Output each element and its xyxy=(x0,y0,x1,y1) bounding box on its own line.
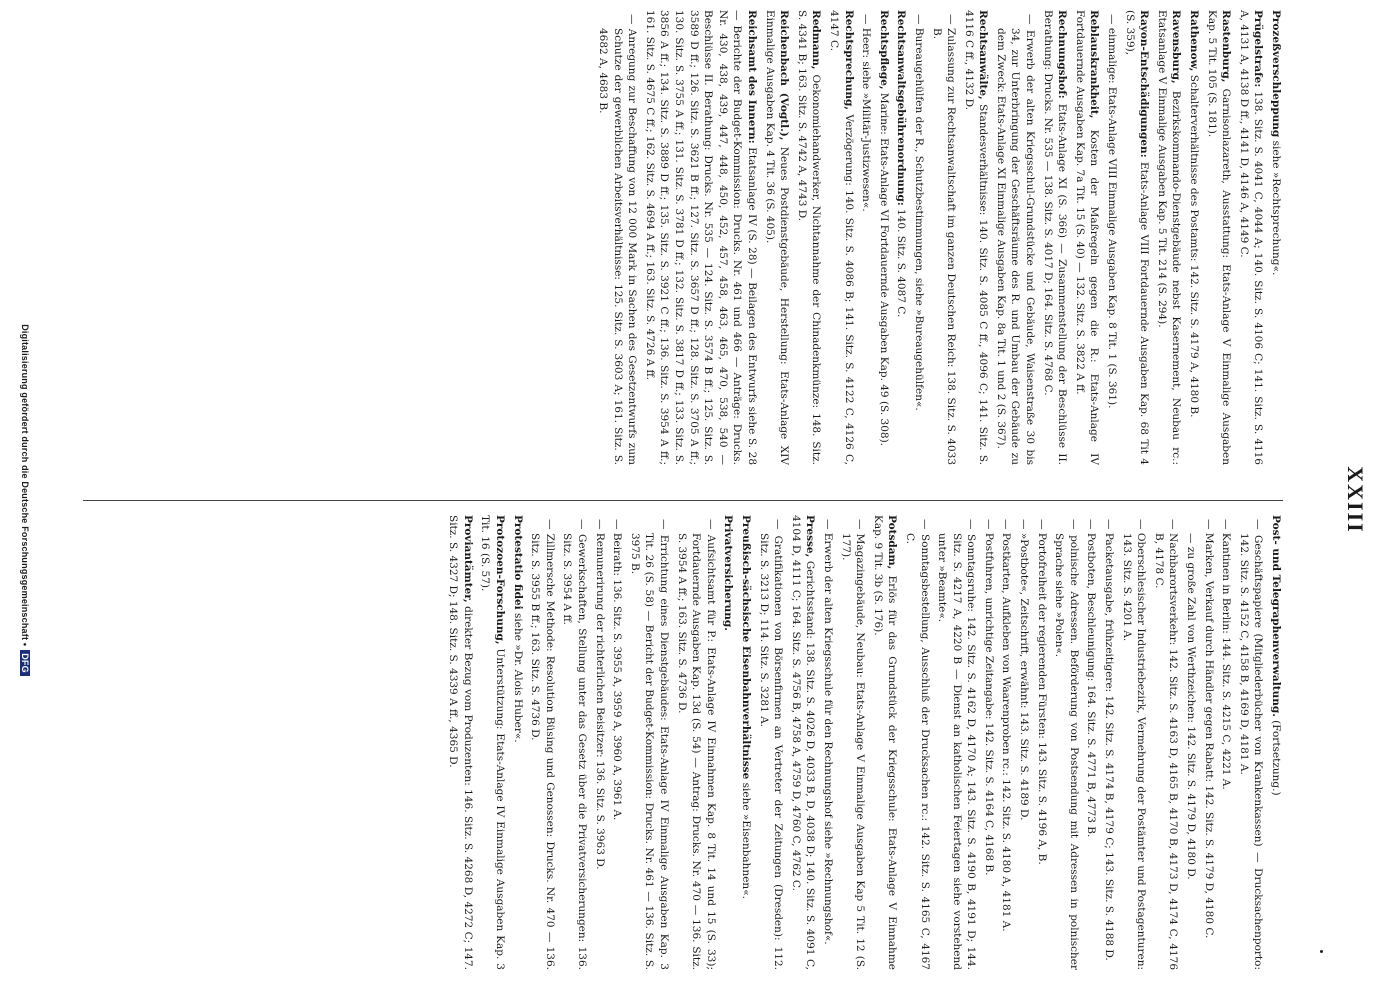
index-entry xyxy=(911,10,926,465)
index-reference-text: einmalige: Etats-Anlage VIII Einmalige Ausgaben Kap. 8 Tit. 1 (S. 361). xyxy=(1106,27,1119,409)
index-reference-text: Heer: siehe »Militär-Justizwesen«. xyxy=(860,27,873,212)
index-entry xyxy=(1034,515,1049,970)
index-entry xyxy=(1236,515,1265,970)
index-reference-text: Neues Postdienstgebäude, Herstellung: Etats-Anlage XIV Einmalige Ausgaben Kap. 4 Tit. 36 (S. 405). xyxy=(763,10,791,465)
index-entry xyxy=(999,515,1014,970)
index-reference-text: Kantinen in Berlin: 144. Sitz. S. 4215 C, 4221 A. xyxy=(1220,532,1233,790)
index-entry xyxy=(1072,10,1101,465)
index-reference-text: Erwerb der alten Kriegsschul-Grundstücke und Gebäude, Waisenstraße 30 bis 34, zur Unterbringung der Geschäftsräume des R. und Umbau der Gebäude zu dem Zweck: Etats-Anlage XI Einmalige Ausgaben Kap. 8a Tit. 1 und 2 (S. 367). xyxy=(994,28,1037,465)
index-reference-text: (Fortsetzung.) xyxy=(1270,716,1282,796)
index-keyword: Rastenburg, xyxy=(1220,10,1233,83)
index-entry xyxy=(560,515,589,970)
index-reference-text: Aufsichtsamt für P.: Etats-Anlage IV Einnahmen Kap. 8 Tit. 14 und 15 (S. 33); Fortdauernde Ausgaben Kap. 13d (S. 54) — Antrag: Drucks. Nr. 470 — 136. Sitz. S. 3954 A ff.; 163. Sitz. S. 4736 D. xyxy=(675,533,717,970)
index-reference-text: Nachbarortsverkehr: 142. Sitz. S. 4163 D, 4165 B, 4170 B, 4173 D, 4174 C, 4176 B, 4178 C. xyxy=(1152,533,1180,970)
index-entry xyxy=(902,515,931,970)
index-reference-text: Verzögerung: 140. Sitz. S. 4086 B; 141. Sitz. S. 4122 C, 4126 C, 4147 C. xyxy=(827,10,855,465)
index-entry xyxy=(981,515,996,970)
index-entry xyxy=(1052,515,1081,970)
index-reference-text: polnische Adressen. Beförderung von Postsendung mit Adressen in polnischer Sprache siehe »Polen«. xyxy=(1053,533,1080,970)
index-reference-text: siehe »Dr. Alois Huber«. xyxy=(511,609,524,743)
index-reference-text: Magazingebäude, Neubau: Etats-Anlage V Einmalige Ausgaben Kap 5 Tit. 12 (S. 177). xyxy=(839,533,867,970)
index-reference-text: Errichtung eines Dienstgebäudes: Etats-Anlage IV Einmalige Ausgaben Kap. 3 Tit. 26 (S. 58) — Bericht der Budget-Kommission: Drucks. Nr. 461 — 136. Sitz. S. 3975 B. xyxy=(628,533,671,970)
index-entry xyxy=(1119,515,1148,970)
index-entry xyxy=(788,515,817,970)
index-entry xyxy=(961,10,990,465)
index-entry xyxy=(478,515,507,970)
index-entry xyxy=(738,515,753,970)
digitization-credit xyxy=(12,0,30,1000)
index-keyword: Rathenow, xyxy=(1188,10,1201,72)
index-reference-text: Packetausgabe, frühzeitigere: 142. Sitz. S. 4174 B, 4179 C; 143. Sitz. S. 4188 D. xyxy=(1103,532,1116,961)
index-entry xyxy=(595,10,639,465)
index-entry xyxy=(870,515,899,970)
index-keyword: Rechtsprechung, xyxy=(842,10,855,111)
index-entry xyxy=(935,515,979,970)
index-reference-text: Postfuhren, unrichtige Zeitangabe: 142. Sitz. S. 4164 C, 4168 B. xyxy=(982,532,995,876)
index-entry xyxy=(1268,10,1283,465)
index-reference-text: Oberschlesischer Industriebezirk, Vermehrung der Postämter und Postagenturen: 143. Sitz. S. 4201 A. xyxy=(1120,532,1148,970)
index-entry xyxy=(528,515,557,970)
index-entry xyxy=(794,10,823,465)
index-entry xyxy=(674,515,718,970)
page-number: XXIII xyxy=(1343,466,1368,534)
index-keyword: Privatversicherung. xyxy=(722,515,735,631)
index-entry xyxy=(929,10,958,465)
index-entry xyxy=(838,515,867,970)
index-keyword: Proviantämter, xyxy=(461,515,474,603)
index-entry xyxy=(1204,10,1233,465)
index-entry xyxy=(1201,515,1216,970)
index-reference-text: Unterstützung: Etats-Anlage IV Einmalige Ausgaben Kap. 3 Tit. 16 (S. 57). xyxy=(479,515,507,970)
index-reference-text: Marine: Etats-Anlage VI Fortdauernde Ausgaben Kap. 49 (S. 308). xyxy=(877,89,890,447)
index-keyword: Redmann, xyxy=(810,10,823,70)
index-keyword: Potsdam, xyxy=(886,515,899,570)
index-reference-text: Etats-Anlage VIII Fortdauernde Ausgaben Kap. 68 Tit 4 (S. 359), xyxy=(1123,10,1151,465)
index-reference-text: Geschäftspapiere (Mitgliederbücher von Krankenkassen) — Drucksachenporto: 142. Sitz. S. 4152 C, 4158 B, 4169 D, 4181 A. xyxy=(1237,533,1265,970)
index-entry xyxy=(762,10,791,465)
index-reference-text: Postboten, Beschleunigung: 164. Sitz. S. 4771 B, 4773 B. xyxy=(1085,532,1098,838)
index-reference-text: Postkarten, Aufkleben von Waarenproben rc.: 142. Sitz. S. 4180 A, 4181 A. xyxy=(1000,532,1013,932)
index-reference-text: Sonntagsruhe: 142. Sitz. S. 4162 D, 4170 A; 143. Sitz. S. 4190 B, 4191 D; 144. Sitz. S. 4217 A, 4220 B — Dienst an katholischen Feiertagen siehe vorstehend unter »Beamte«. xyxy=(936,533,978,970)
index-entry xyxy=(610,515,625,970)
index-keyword: Rechtsanwälte, xyxy=(977,10,990,100)
index-reference-text: Oekonomiehandwerker, Nichtannahme der Chinadenkmünze: 148. Sitz. S. 4341 B; 163. Sitz. S. 4742 A, 4743 D. xyxy=(795,10,823,465)
index-reference-text: Remunerirung der richterlichen Beisitzer: 136. Sitz. S. 3963 D. xyxy=(593,532,606,870)
index-reference-text: Schalterverhältnisse des Postamts: 142. Sitz. S. 4179 A, 4180 B. xyxy=(1188,71,1201,418)
index-entry xyxy=(446,515,475,970)
index-entry xyxy=(820,515,835,970)
index-entry xyxy=(1268,515,1283,970)
index-reference-text: 138. Sitz. S. 4041 C, 4044 A; 140. Sitz. S. 4106 C; 141. Sitz. S. 4116 A, 4131 A, 4138 D ff., 4141 D, 4146 A, 4149 C. xyxy=(1237,10,1265,465)
index-entry xyxy=(1101,515,1116,970)
index-keyword: Rayon-Entschädigungen: xyxy=(1138,10,1151,158)
index-entry xyxy=(510,515,525,970)
index-entry xyxy=(1151,515,1180,970)
index-reference-text: Etats-Anlage XI (S. 366) — Zusammenstellung der Beschlüsse II. Berathung: Drucks. Nr. 535 — 138. Sitz. S. 4017 D; 164. Sitz. S. 4768 C. xyxy=(1041,10,1069,465)
index-entry xyxy=(1154,10,1183,465)
index-reference-text: direkter Bezug vom Produzenten: 146. Sitz. S. 4268 D, 4272 C; 147. Sitz. S. 4327 D; 148. Sitz. S. 4339 A ff., 4365 D. xyxy=(447,515,474,970)
index-reference-text: Garnisonlazareth, Ausstattung: Etats-Anlage V Einmalige Ausgaben Kap. 5 Tit. 105 (S. 181). xyxy=(1205,10,1233,465)
index-reference-text: Standesverhältnisse: 140. Sitz. S. 4085 C ff., 4096 C; 141. Sitz. S. 4116 C ff., 4132 D. xyxy=(962,10,990,465)
index-keyword: Protestatio fidei xyxy=(511,515,524,610)
index-keyword: Reblauskrankheit, xyxy=(1088,10,1101,119)
index-keyword: Protozoen-Forschung, xyxy=(494,515,507,645)
index-entry xyxy=(592,515,607,970)
index-keyword: Reichsamt des Innern: xyxy=(746,10,758,144)
index-entry xyxy=(1040,10,1069,465)
index-entry xyxy=(756,515,785,970)
index-keyword: Rechtspflege, xyxy=(877,10,890,90)
index-reference-text: Portofreiheit der regierenden Fürsten: 143. Sitz. S. 4196 A, B. xyxy=(1035,532,1048,865)
index-entry xyxy=(1219,515,1234,970)
credit-text: Digitalisierung gefördert durch die Deutsche Forschungsgemeinschaft • xyxy=(20,324,30,647)
index-reference-text: zu große Zahl von Werthzeichen: 142. Sitz. S. 4179 D, 4180 D. xyxy=(1185,546,1198,880)
index-reference-text: »Postbote«, Zeitschrift, erwähnt: 143. Sitz. S. 4189 D. xyxy=(1018,532,1031,821)
index-reference-text: Zulassung zur Rechtsanwaltschaft im ganzen Deutschen Reich: 138. Sitz. S. 4033 B. xyxy=(930,27,958,465)
index-column-right xyxy=(68,10,1283,465)
index-reference-text: Zillmersche Methode: Resolution Büsing und Genossen: Drucks. Nr. 470 — 136. Sitz. S. 3955 B ff.; 163. Sitz. S. 4736 D. xyxy=(529,533,556,970)
index-reference-text: Anregung zur Beschaffung von 12 000 Mark in Sachen des Gesetzentwurfs zum Schutze der gewerblichen Arbeitsverhältnisse: 125. Sitz. S. 3603 A; 161. Sitz. S. 4682 A, 4683 B. xyxy=(597,28,639,465)
index-entry xyxy=(1183,515,1198,970)
index-entry xyxy=(627,515,671,970)
index-reference-text: Bureaugehülfen der R., Schutzbestimmungen, siehe »Bureaugehülfen«. xyxy=(912,27,925,411)
index-reference-text: Marken, Verkauf durch Händler gegen Rabatt: 142. Sitz. S. 4179 D, 4180 C. xyxy=(1202,532,1215,939)
index-entry xyxy=(1084,515,1099,970)
index-reference-text: Beirath: 136. Sitz. S. 3955 A, 3959 A, 3960 A, 3961 A. xyxy=(611,532,624,821)
index-reference-text: siehe »Eisenbahnen«. xyxy=(740,779,752,899)
index-reference-text: Bezirkskommando-Dienstgebäude nebst Kasernement, Neubau rc.: Etatsanlage V Einmalige Ausgaben Kap. 5 Tit. 214 (S. 294). xyxy=(1155,10,1183,465)
index-keyword: Presse, xyxy=(804,515,817,558)
index-keyword: Prügelstrafe: xyxy=(1252,10,1265,88)
index-entry xyxy=(1186,10,1201,465)
index-entry xyxy=(1122,10,1151,465)
index-reference-text: Gerichtsstand: 138. Sitz. S. 4026 D, 4033 B, D, 4038 D; 140. Sitz. S. 4091 C, 4104 D, 4111 C; 164. Sitz. S. 4756 B, 4758 A, 4759 D, 4760 C, 4762 C. xyxy=(789,515,817,970)
index-entry xyxy=(721,515,736,970)
index-reference-text: Sonntagsbestellung, Ausschluß der Drucksachen rc.: 142. Sitz. S. 4165 C, 4167 C. xyxy=(903,533,931,970)
index-entry xyxy=(859,10,874,465)
index-reference-text: Etatsanlage IV (S. 28) — Beilagen des Entwurfs siehe S. 28 — Berichte der Budget-Kommission: Drucks. Nr. 461 und 466 — Anträge: Drucks. Nr. 430, 438, 439, 447, 448, 450, 452, 457, 458, 463, 465, 470, 538, 540 — Beschlüsse II. Berathung: Drucks. Nr. 535 — 124. Sitz. S. 3574 B ff.; 125. Sitz. S. 3589 D ff.; 126. Sitz. S. 3621 B ff.; 127. Sitz. S. 3657 D ff.; 128. Sitz. S. 3705 A ff.; 130. Sitz. S. 3755 A ff.; 131. Sitz. S. 3781 D ff.; 132. Sitz. S. 3817 D ff.; 133. Sitz. S. 3856 A ff.; 134. Sitz. S. 3889 D ff.; 135. Sitz. S. 3921 C ff.; 136. Sitz. S. 3954 A ff.; 161. Sitz. S. 4675 C ff.; 162. Sitz. S. 4694 A ff.; 163. Sitz. S. 4726 A ff. xyxy=(643,10,758,465)
dfg-logo: DFG xyxy=(20,650,30,676)
index-entry xyxy=(826,10,855,465)
index-entry xyxy=(1236,10,1265,465)
index-reference-text: Erlös für das Grundstück der Kriegsschule: Etats-Anlage V Einnahme Kap. 9 Tit. 3b (S. 176). xyxy=(871,515,899,970)
index-keyword: Preußisch-sächsische Eisenbahnverhältnisse xyxy=(740,515,752,780)
index-reference-text: Gratifikationen von Börsenfirmen an Vertreter der Zeitungen (Dresden): 112. Sitz. S. 3213 D; 114. Sitz. S. 3281 A. xyxy=(757,533,785,970)
column-divider xyxy=(83,500,1283,501)
index-entry xyxy=(876,10,891,465)
index-column-left xyxy=(68,500,1283,970)
index-keyword: Rechtsanwaltsgebührenordnung: xyxy=(895,10,908,206)
page-mark xyxy=(1320,950,1323,953)
index-keyword: Prozeßverschleppung xyxy=(1270,10,1282,138)
index-keyword: Post- und Telegraphenverwaltung. xyxy=(1270,515,1282,717)
index-reference-text: siehe »Rechtsprechung«. xyxy=(1270,137,1282,276)
index-entry xyxy=(1017,515,1032,970)
index-entry xyxy=(1104,10,1119,465)
index-entry xyxy=(993,10,1037,465)
index-keyword: Rechnungshof: xyxy=(1056,10,1069,99)
index-reference-text: Kosten der Maßregeln gegen die R.: Etats-Anlage IV Fortdauernde Ausgaben Kap. 7a Tit. 15 (S. 40) — 132. Sitz. S. 3822 A ff. xyxy=(1073,10,1101,465)
index-reference-text: 140. Sitz. S. 4087 C. xyxy=(895,205,908,318)
index-entry xyxy=(894,10,909,465)
index-keyword: Reichenbach (Vogtl.), xyxy=(778,10,791,141)
index-reference-text: Gewerkschaften, Stellung unter das Gesetz über die Privatversicherungen: 136. Sitz. S. 3954 A ff. xyxy=(561,533,589,970)
index-reference-text: Erwerb der alten Kriegsschule für den Rechnungshof siehe »Rechnungshof«. xyxy=(821,532,834,945)
index-keyword: Ravensburg, xyxy=(1170,10,1183,84)
index-entry xyxy=(642,10,759,465)
